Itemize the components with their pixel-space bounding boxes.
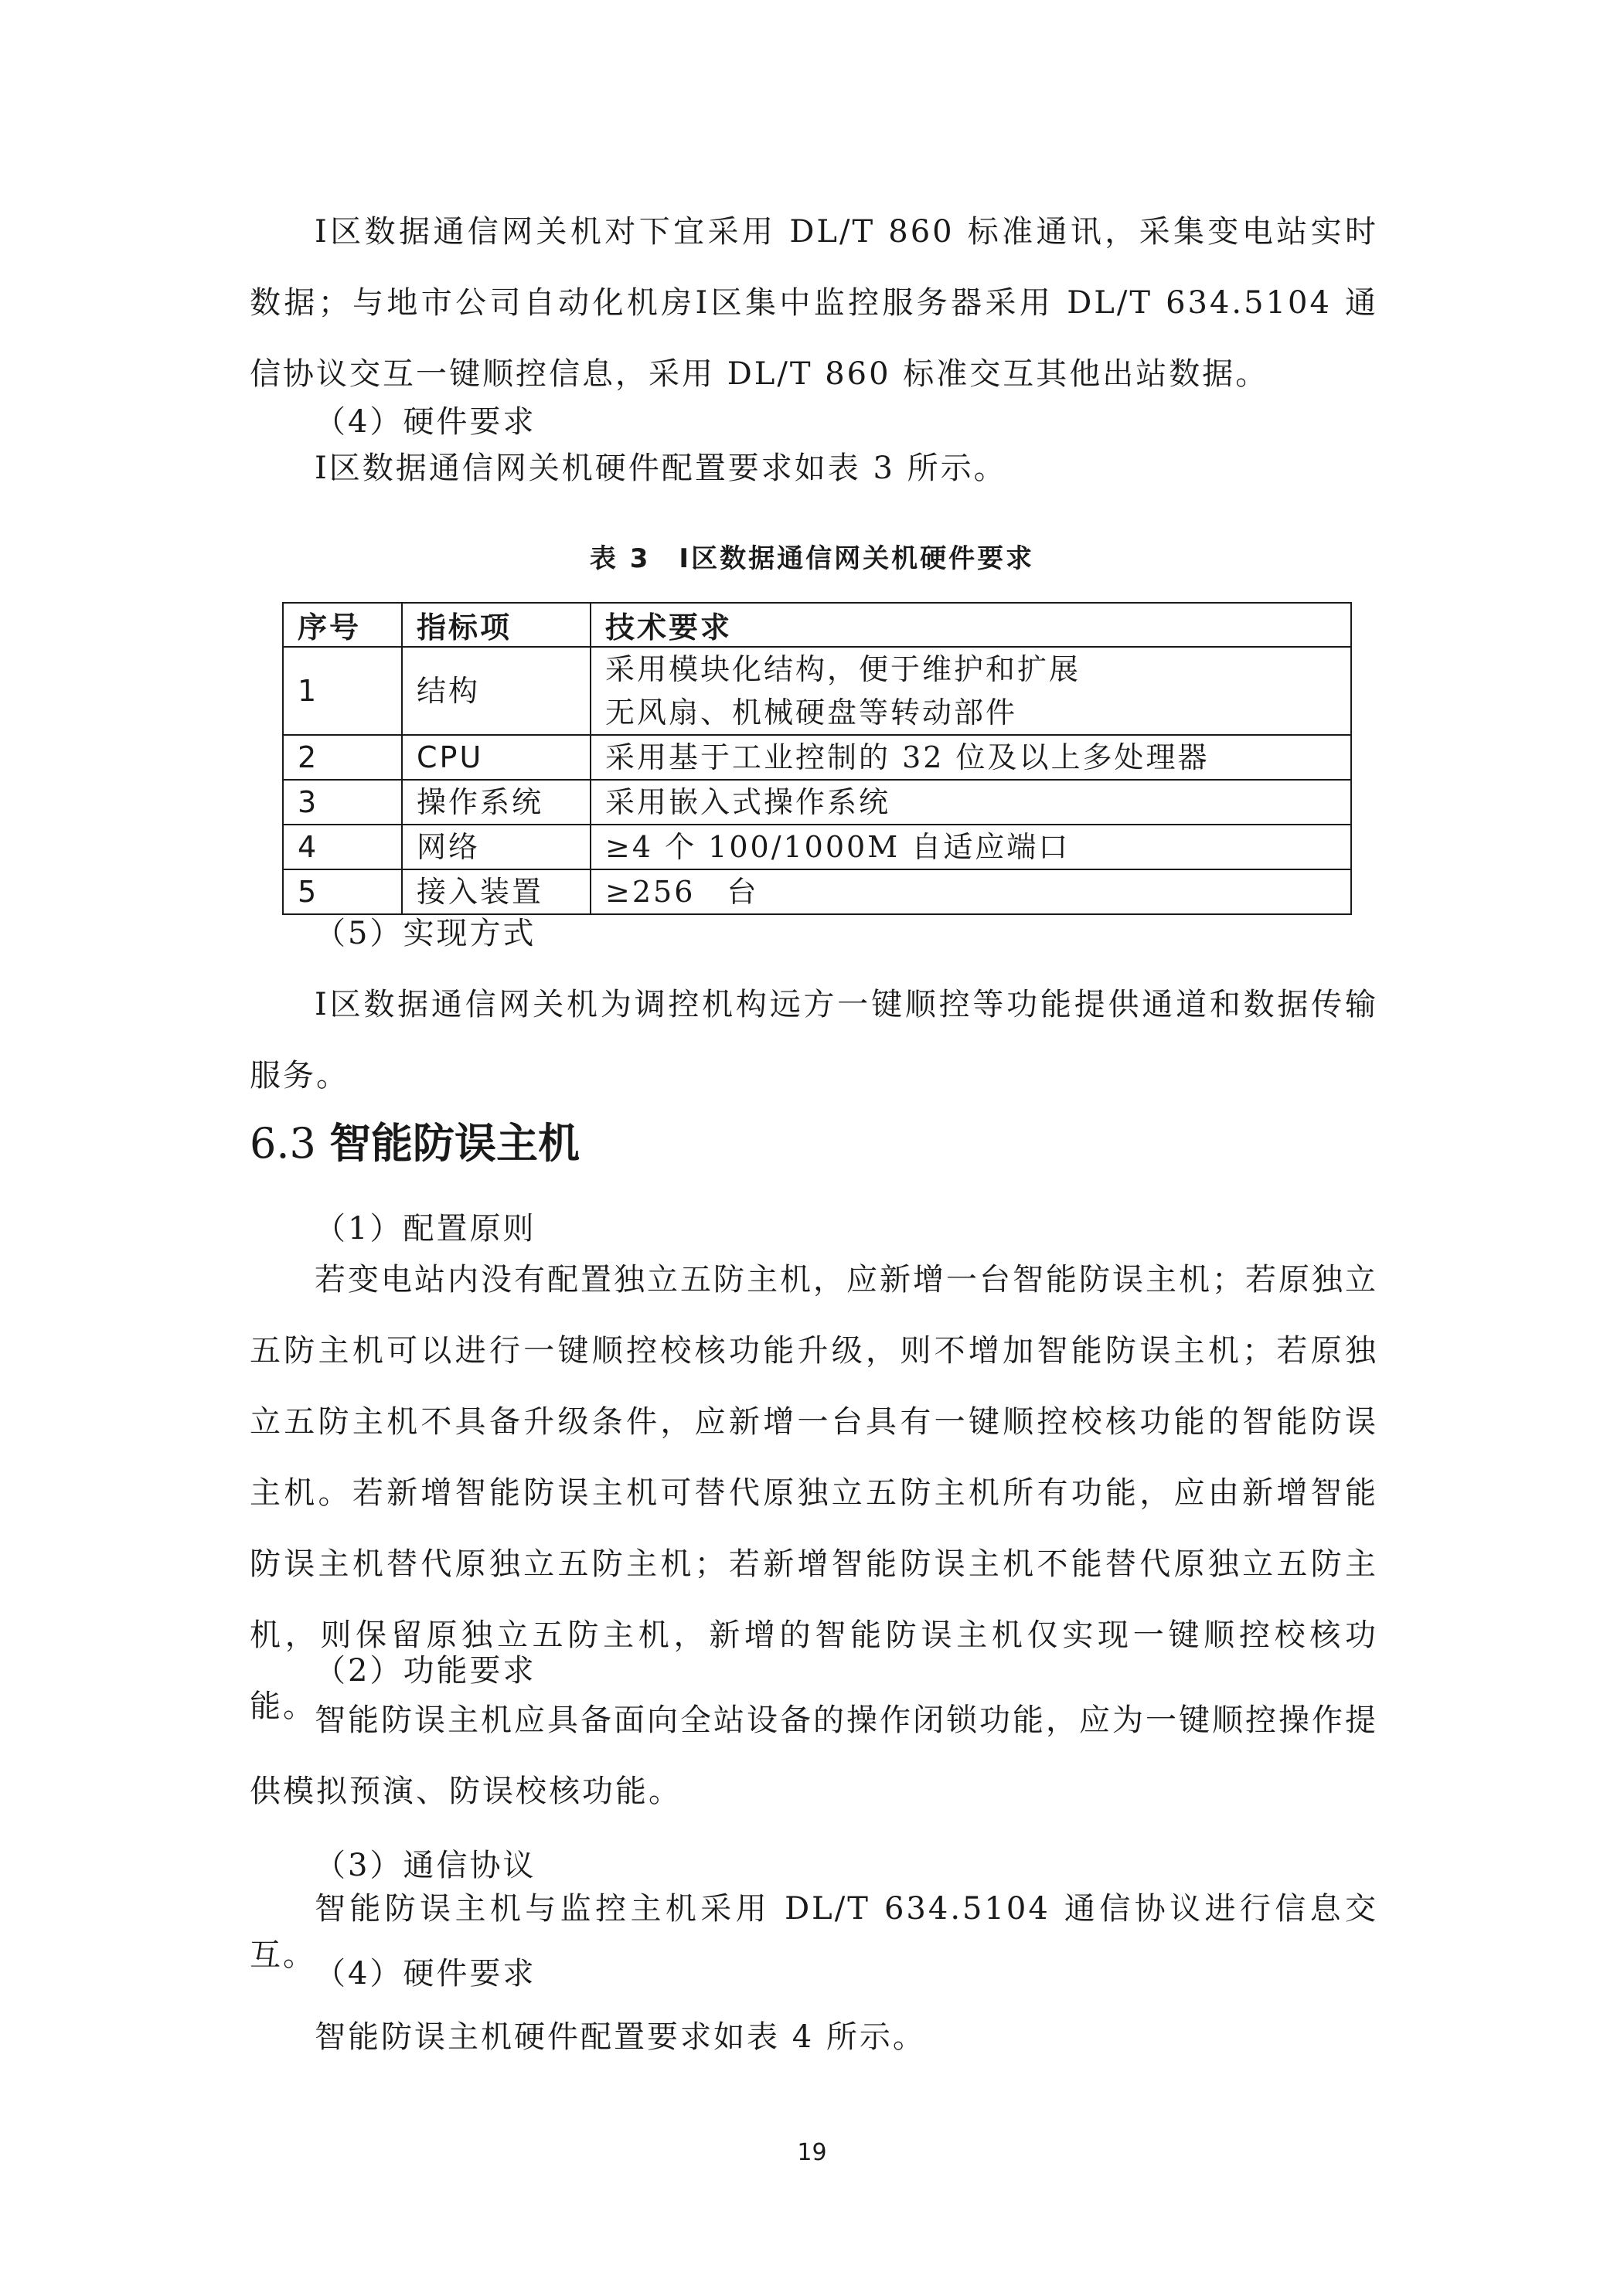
hardware-requirements-table [282, 602, 1352, 915]
cell-serial-number: 2 [283, 735, 402, 780]
table-row [283, 780, 1351, 825]
cell-requirement [591, 647, 1351, 735]
cell-indicator: 结构 [402, 647, 591, 735]
subheading-implementation: （5）实现方式 [315, 916, 536, 951]
cell-requirement: ≥4 个 100/1000M 自适应端口 [591, 825, 1351, 869]
subheading-communication-protocol: （3）通信协议 [315, 1848, 536, 1883]
table-row [283, 735, 1351, 780]
subheading-hardware-requirements-2: （4）硬件要求 [315, 1956, 536, 1992]
cell-requirement: 采用基于工业控制的 32 位及以上多处理器 [591, 735, 1351, 780]
cell-serial-number: 1 [283, 647, 402, 735]
paragraph-gateway-protocol: Ⅰ区数据通信网关机对下宜采用 DL/T 860 标准通讯，采集变电站实时数据；与地市公司自动化机房Ⅰ区集中监控服务器采用 DL/T 634.5104 通信协议交互一键顺控信息，采用 DL/T 860 标准交互其他出站数据。 [250, 214, 1378, 392]
paragraph-function-requirements: 智能防误主机应具备面向全站设备的操作闭锁功能，应为一键顺控操作提供模拟预演、防误校核功能。 [250, 1702, 1378, 1809]
table-header-row [283, 603, 1351, 647]
paragraph-communication-protocol: 智能防误主机与监控主机采用 DL/T 634.5104 通信协议进行信息交互。 [250, 1891, 1378, 1973]
cell-serial-number: 5 [283, 869, 402, 914]
paragraph-implementation: Ⅰ区数据通信网关机为调控机构远方一键顺控等功能提供通道和数据传输服务。 [250, 987, 1378, 1094]
subheading-function-requirements: （2）功能要求 [315, 1653, 536, 1689]
paragraph-hardware-config-ref: Ⅰ区数据通信网关机硬件配置要求如表 3 所示。 [315, 451, 1007, 486]
table-row [283, 647, 1351, 735]
section-number: 6.3 [250, 1119, 316, 1168]
header-serial-number: 序号 [283, 603, 402, 647]
requirement-line: 采用模块化结构，便于维护和扩展 [605, 652, 1081, 686]
subheading-hardware-requirements: （4）硬件要求 [315, 404, 536, 440]
page-number: 19 [797, 2139, 827, 2166]
cell-indicator: 网络 [402, 825, 591, 869]
table-row [283, 869, 1351, 914]
header-indicator: 指标项 [402, 603, 591, 647]
section-heading [250, 1113, 580, 1175]
requirement-line: 无风扇、机械硬盘等转动部件 [605, 696, 1018, 730]
table-row [283, 825, 1351, 869]
cell-indicator: 操作系统 [402, 780, 591, 825]
cell-serial-number: 4 [283, 825, 402, 869]
cell-indicator: CPU [402, 735, 591, 780]
cell-requirement: ≥256 台 [591, 869, 1351, 914]
paragraph-hardware-config-ref-2: 智能防误主机硬件配置要求如表 4 所示。 [315, 2019, 926, 2055]
cell-requirement: 采用嵌入式操作系统 [591, 780, 1351, 825]
paragraph-config-principle: 若变电站内没有配置独立五防主机，应新增一台智能防误主机；若原独立五防主机可以进行一键顺控校核功能升级，则不增加智能防误主机；若原独立五防主机不具备升级条件，应新增一台具有一键顺控校核功能的智能防误主机。若新增智能防误主机可替代原独立五防主机所有功能，应由新增智能防误主机替代原独立五防主机；若新增智能防误主机不能替代原独立五防主机，则保留原独立五防主机，新增的智能防误主机仅实现一键顺控校核功能。 [250, 1262, 1378, 1724]
cell-serial-number: 3 [283, 780, 402, 825]
section-title: 智能防误主机 [329, 1119, 580, 1168]
subheading-config-principle: （1）配置原则 [315, 1211, 536, 1247]
table-caption: 表 3 Ⅰ区数据通信网关机硬件要求 [589, 543, 1035, 574]
header-technical-requirement: 技术要求 [591, 603, 1351, 647]
cell-indicator: 接入装置 [402, 869, 591, 914]
